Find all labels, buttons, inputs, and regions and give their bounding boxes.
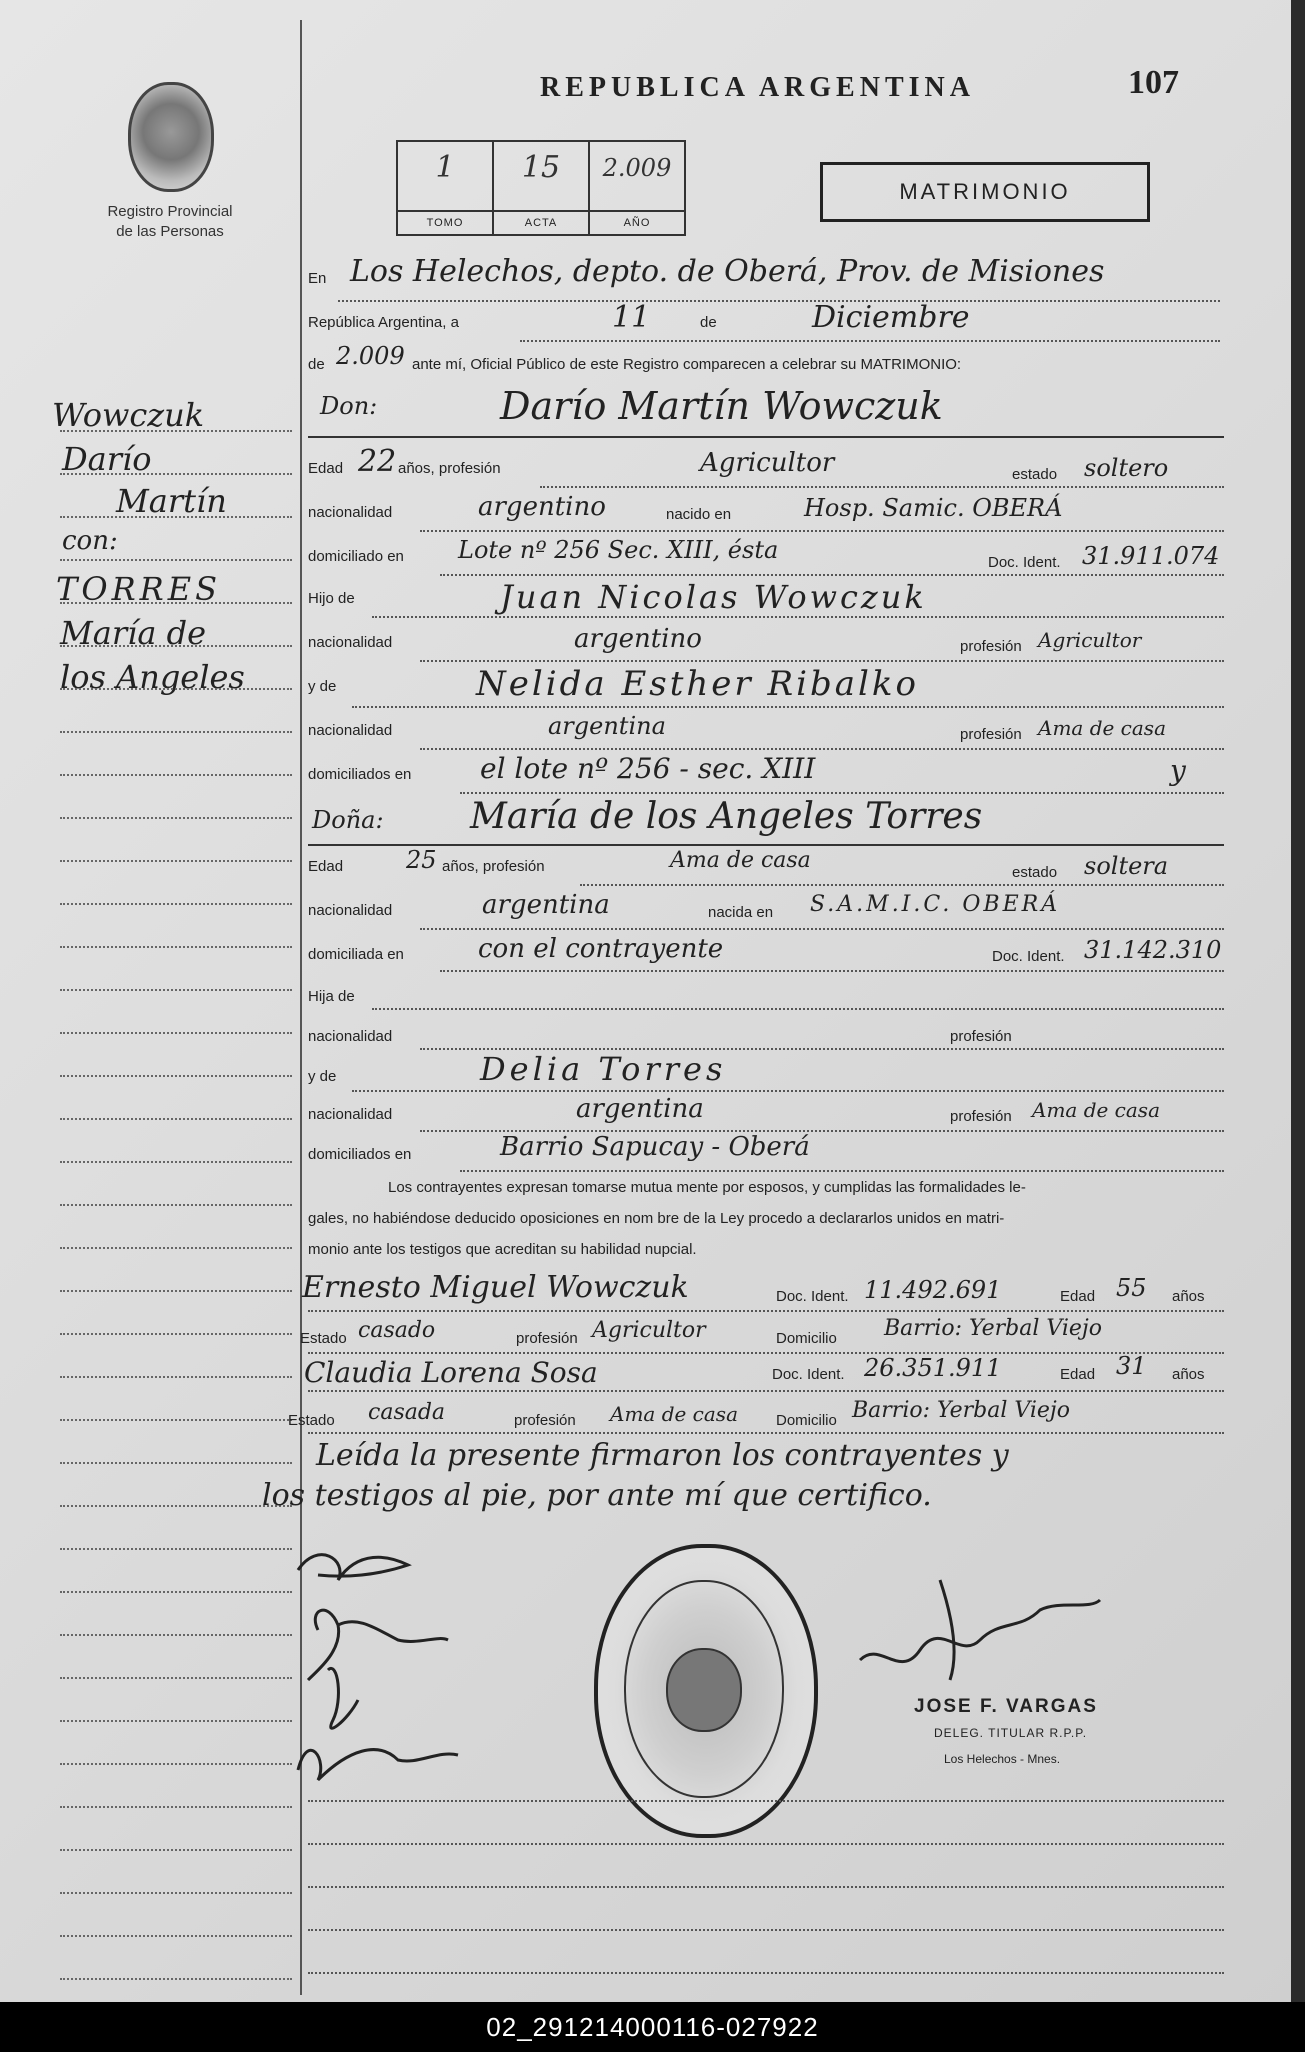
margin-ruled-line xyxy=(60,1419,292,1421)
groom-estado: soltero xyxy=(1084,454,1169,482)
acta-value: 15 xyxy=(521,150,561,185)
margin-ruled-line xyxy=(60,1290,292,1292)
label-bride-father-prof: profesión xyxy=(950,1028,1012,1045)
margin-bride-name-1: María de xyxy=(60,614,207,652)
label-hijo: Hijo de xyxy=(308,590,355,607)
label-w2-anos: años xyxy=(1172,1366,1205,1383)
bride-father-line xyxy=(372,1008,1224,1010)
tomo-value: 1 xyxy=(435,150,455,185)
label-bride-nac: nacionalidad xyxy=(308,902,393,919)
margin-ruled-line xyxy=(60,946,292,948)
label-w1-edad: Edad xyxy=(1060,1288,1096,1305)
margin-con: con: xyxy=(62,526,118,556)
registry-line-2: de las Personas xyxy=(116,223,224,240)
label-de-year: de xyxy=(308,356,325,373)
witness-2-domicile: Barrio: Yerbal Viejo xyxy=(852,1398,1071,1423)
page-number: 107 xyxy=(1128,64,1179,101)
label-mother-nac: nacionalidad xyxy=(308,722,393,739)
body-ruled-line xyxy=(308,1929,1224,1931)
label-bride-mother-prof: profesión xyxy=(950,1108,1012,1125)
margin-ruled-line xyxy=(60,860,292,862)
label-w1-doc: Doc. Ident. xyxy=(776,1288,849,1305)
bride-domicile: con el contrayente xyxy=(478,934,724,964)
father-nac-line xyxy=(420,660,1224,662)
witness-2-name: Claudia Lorena Sosa xyxy=(304,1356,598,1389)
margin-ruled-line xyxy=(60,1462,292,1464)
margin-ruled-line xyxy=(60,1591,292,1593)
margin-ruled-line xyxy=(60,731,292,733)
margin-ruled-line xyxy=(60,1505,292,1507)
margin-ruled-line xyxy=(60,1548,292,1550)
parents-domicile: el lote nº 256 - sec. XIII xyxy=(480,752,816,785)
bride-mother-line xyxy=(352,1090,1224,1092)
groom-nac-line xyxy=(420,530,1224,532)
acta-label: ACTA xyxy=(494,210,588,234)
anio-cell xyxy=(590,142,684,234)
page-edge-shadow xyxy=(1291,0,1305,2002)
label-yde-bride: y de xyxy=(308,1068,337,1085)
bride-dom-line xyxy=(440,970,1224,972)
tomo-cell xyxy=(398,142,494,234)
margin-ruled-line xyxy=(60,1161,292,1163)
declaration-text xyxy=(308,1172,1228,1265)
margin-bride-name-2: los Angeles xyxy=(60,658,245,696)
label-w1-prof: profesión xyxy=(516,1330,578,1347)
father-profession: Agricultor xyxy=(1038,628,1142,652)
label-w2-dom: Domicilio xyxy=(776,1412,837,1429)
groom-age-line xyxy=(540,486,1224,488)
witness-1-domicile: Barrio: Yerbal Viejo xyxy=(884,1316,1103,1341)
margin-ruled-line xyxy=(60,1978,292,1980)
label-de-month: de xyxy=(700,314,717,331)
witness-1-age: 55 xyxy=(1116,1274,1147,1302)
father-nationality: argentino xyxy=(574,624,702,654)
place-line xyxy=(338,300,1220,302)
witness-2-estado: casada xyxy=(368,1400,446,1425)
margin-ruled-line xyxy=(60,1032,292,1034)
label-w2-estado: Estado xyxy=(288,1412,335,1429)
margin-ruled-line xyxy=(60,903,292,905)
record-type-box: MATRIMONIO xyxy=(820,162,1150,222)
bride-name-line xyxy=(308,844,1224,846)
margin-ruled-line xyxy=(60,430,292,432)
margin-ruled-line xyxy=(60,473,292,475)
witness-1-estado: casado xyxy=(358,1318,436,1343)
label-w2-edad: Edad xyxy=(1060,1366,1096,1383)
bride-age: 25 xyxy=(406,846,437,874)
scan-identifier-bar: 02_291214000116-027922 xyxy=(0,2002,1305,2052)
label-w1-anos: años xyxy=(1172,1288,1205,1305)
stamp-emblem-icon xyxy=(666,1648,742,1732)
place-year: 2.009 xyxy=(336,342,405,370)
record-reference-box xyxy=(396,140,686,236)
margin-first-name: Darío xyxy=(62,440,152,478)
place-day: 11 xyxy=(612,300,651,335)
witness-1-doc: 11.492.691 xyxy=(864,1276,1002,1304)
acta-cell xyxy=(494,142,590,234)
intro-text: ante mí, Oficial Público de este Registro comparecen a celebrar su MATRIMONIO: xyxy=(412,356,962,373)
declaration-line-2: gales, no habiéndose deducido oposiciones en nom bre de la Ley procedo a declararlos unidos en matri- xyxy=(308,1210,1005,1227)
witness-1-profession: Agricultor xyxy=(592,1318,706,1343)
groom-nationality: argentino xyxy=(478,492,606,522)
label-w1-estado: Estado xyxy=(300,1330,347,1347)
margin-ruled-line xyxy=(60,559,292,561)
label-bride-estado: estado xyxy=(1012,864,1058,881)
margin-ruled-line xyxy=(60,1075,292,1077)
mother-profession: Ama de casa xyxy=(1038,716,1166,740)
margin-ruled-line xyxy=(60,602,292,604)
margin-ruled-line xyxy=(60,1849,292,1851)
body-ruled-line xyxy=(308,1886,1224,1888)
bride-name: María de los Angeles Torres xyxy=(470,796,983,837)
body-ruled-line xyxy=(308,1843,1224,1845)
bride-parents-domicile: Barrio Sapucay - Oberá xyxy=(500,1132,810,1162)
label-groom-dom: domiciliado en xyxy=(308,548,404,565)
groom-mother: Nelida Esther Ribalko xyxy=(476,664,919,704)
body-ruled-line xyxy=(308,1800,1224,1802)
margin-bride-surname: TORRES xyxy=(56,570,222,608)
bride-mother-profession: Ama de casa xyxy=(1032,1098,1160,1122)
bride-nac-line xyxy=(420,928,1224,930)
witness-1-estado-line xyxy=(308,1352,1224,1354)
groom-profession: Agricultor xyxy=(700,448,835,478)
bride-title: Doña: xyxy=(312,806,384,834)
margin-ruled-line xyxy=(60,817,292,819)
officer-name: JOSE F. VARGAS xyxy=(914,1696,1098,1717)
officer-title: DELEG. TITULAR R.P.P. xyxy=(934,1726,1088,1740)
groom-father: Juan Nicolas Wowczuk xyxy=(500,578,927,616)
label-father-prof: profesión xyxy=(960,638,1022,655)
margin-ruled-line xyxy=(60,1720,292,1722)
bride-profession: Ama de casa xyxy=(670,848,811,873)
witness-1-name: Ernesto Miguel Wowczuk xyxy=(302,1270,689,1305)
bride-age-line xyxy=(580,884,1224,886)
label-groom-doc: Doc. Ident. xyxy=(988,554,1061,571)
place-location: Los Helechos, depto. de Oberá, Prov. de Misiones xyxy=(350,254,1105,289)
label-w1-dom: Domicilio xyxy=(776,1330,837,1347)
label-parents-dom: domiciliados en xyxy=(308,766,412,783)
witness-2-age: 31 xyxy=(1116,1352,1147,1380)
margin-ruled-line xyxy=(60,1247,292,1249)
label-en: En xyxy=(308,270,327,287)
margin-surname: Wowczuk xyxy=(52,396,205,434)
groom-dom-line xyxy=(440,574,1224,576)
registry-label xyxy=(70,202,270,242)
declaration-line-1: Los contrayentes expresan tomarse mutua mente por esposos, y cumplidas las formalidades le- xyxy=(388,1179,1026,1196)
margin-ruled-line xyxy=(60,1892,292,1894)
tomo-label: TOMO xyxy=(398,210,492,234)
margin-ruled-line xyxy=(60,1118,292,1120)
bride-birthplace: S.A.M.I.C. OBERÁ xyxy=(810,892,1061,917)
margin-ruled-line xyxy=(60,1677,292,1679)
label-bride-parents-dom: domiciliados en xyxy=(308,1146,412,1163)
groom-birthplace: Hosp. Samic. OBERÁ xyxy=(804,494,1063,522)
label-bride-doc: Doc. Ident. xyxy=(992,948,1065,965)
margin-ruled-line xyxy=(60,1333,292,1335)
groom-title: Don: xyxy=(320,392,378,420)
label-groom-nac: nacionalidad xyxy=(308,504,393,521)
provincial-seal-icon xyxy=(128,82,214,192)
witness-2-profession: Ama de casa xyxy=(610,1402,738,1426)
margin-ruled-line xyxy=(60,989,292,991)
margin-ruled-line xyxy=(60,774,292,776)
label-republica: República Argentina, a xyxy=(308,314,459,331)
label-bride-mother-nac: nacionalidad xyxy=(308,1106,393,1123)
mother-nac-line xyxy=(420,748,1224,750)
margin-ruled-line xyxy=(60,1376,292,1378)
closing-line-1: Leída la presente firmaron los contrayentes y xyxy=(316,1438,1009,1473)
margin-middle-name: Martín xyxy=(116,482,227,520)
label-yde-groom: y de xyxy=(308,678,337,695)
label-w2-prof: profesión xyxy=(514,1412,576,1429)
label-hija: Hija de xyxy=(308,988,355,1005)
bride-estado: soltera xyxy=(1084,852,1169,880)
label-w2-doc: Doc. Ident. xyxy=(772,1366,845,1383)
bride-nationality: argentina xyxy=(482,890,610,920)
anio-value: 2.009 xyxy=(602,154,672,182)
label-bride-nacida: nacida en xyxy=(708,904,774,921)
party-signatures-icon xyxy=(288,1530,488,1790)
bride-doc: 31.142.310 xyxy=(1084,936,1222,964)
groom-doc: 31.911.074 xyxy=(1082,542,1220,570)
label-father-nac: nacionalidad xyxy=(308,634,393,651)
label-mother-prof: profesión xyxy=(960,726,1022,743)
label-groom-edad: Edad xyxy=(308,460,344,477)
registry-line-1: Registro Provincial xyxy=(107,203,233,220)
parents-y: y xyxy=(1170,754,1186,787)
groom-domicile: Lote nº 256 Sec. XIII, ésta xyxy=(458,536,779,564)
witness-2-estado-line xyxy=(308,1432,1224,1434)
margin-ruled-line xyxy=(60,1806,292,1808)
witness-1-line xyxy=(308,1310,1224,1312)
margin-ruled-line xyxy=(60,1634,292,1636)
declaration-line-3: monio ante los testigos que acreditan su habilidad nupcial. xyxy=(308,1241,697,1258)
father-line xyxy=(372,616,1224,618)
officer-signature-icon xyxy=(850,1560,1110,1690)
witness-2-doc: 26.351.911 xyxy=(864,1354,1002,1382)
anio-label: AÑO xyxy=(590,210,684,234)
margin-ruled-line xyxy=(60,516,292,518)
date-line xyxy=(520,340,1220,342)
label-groom-nacido: nacido en xyxy=(666,506,732,523)
witness-2-line xyxy=(308,1390,1224,1392)
mother-nationality: argentina xyxy=(548,712,666,740)
bride-mother: Delia Torres xyxy=(480,1050,727,1088)
place-month: Diciembre xyxy=(812,300,970,335)
official-round-stamp-icon xyxy=(594,1544,818,1838)
officer-location: Los Helechos - Mnes. xyxy=(944,1752,1061,1766)
groom-name: Darío Martín Wowczuk xyxy=(500,384,943,428)
groom-age: 22 xyxy=(358,444,397,479)
country-title: REPUBLICA ARGENTINA xyxy=(540,72,975,103)
label-groom-prof: años, profesión xyxy=(398,460,501,477)
parents-dom-line xyxy=(460,792,1224,794)
margin-ruled-line xyxy=(60,688,292,690)
label-bride-father-nac: nacionalidad xyxy=(308,1028,393,1045)
label-bride-dom: domiciliada en xyxy=(308,946,404,963)
margin-ruled-line xyxy=(60,645,292,647)
closing-line-2: los testigos al pie, por ante mí que certifico. xyxy=(262,1478,932,1513)
bride-mother-nationality: argentina xyxy=(576,1094,704,1124)
margin-ruled-line xyxy=(60,1763,292,1765)
label-bride-prof: años, profesión xyxy=(442,858,545,875)
label-bride-edad: Edad xyxy=(308,858,344,875)
mother-line xyxy=(352,706,1224,708)
groom-name-line xyxy=(308,436,1224,438)
margin-ruled-line xyxy=(60,1935,292,1937)
body-ruled-line xyxy=(308,1972,1224,1974)
label-groom-estado: estado xyxy=(1012,466,1058,483)
margin-ruled-line xyxy=(60,1204,292,1206)
